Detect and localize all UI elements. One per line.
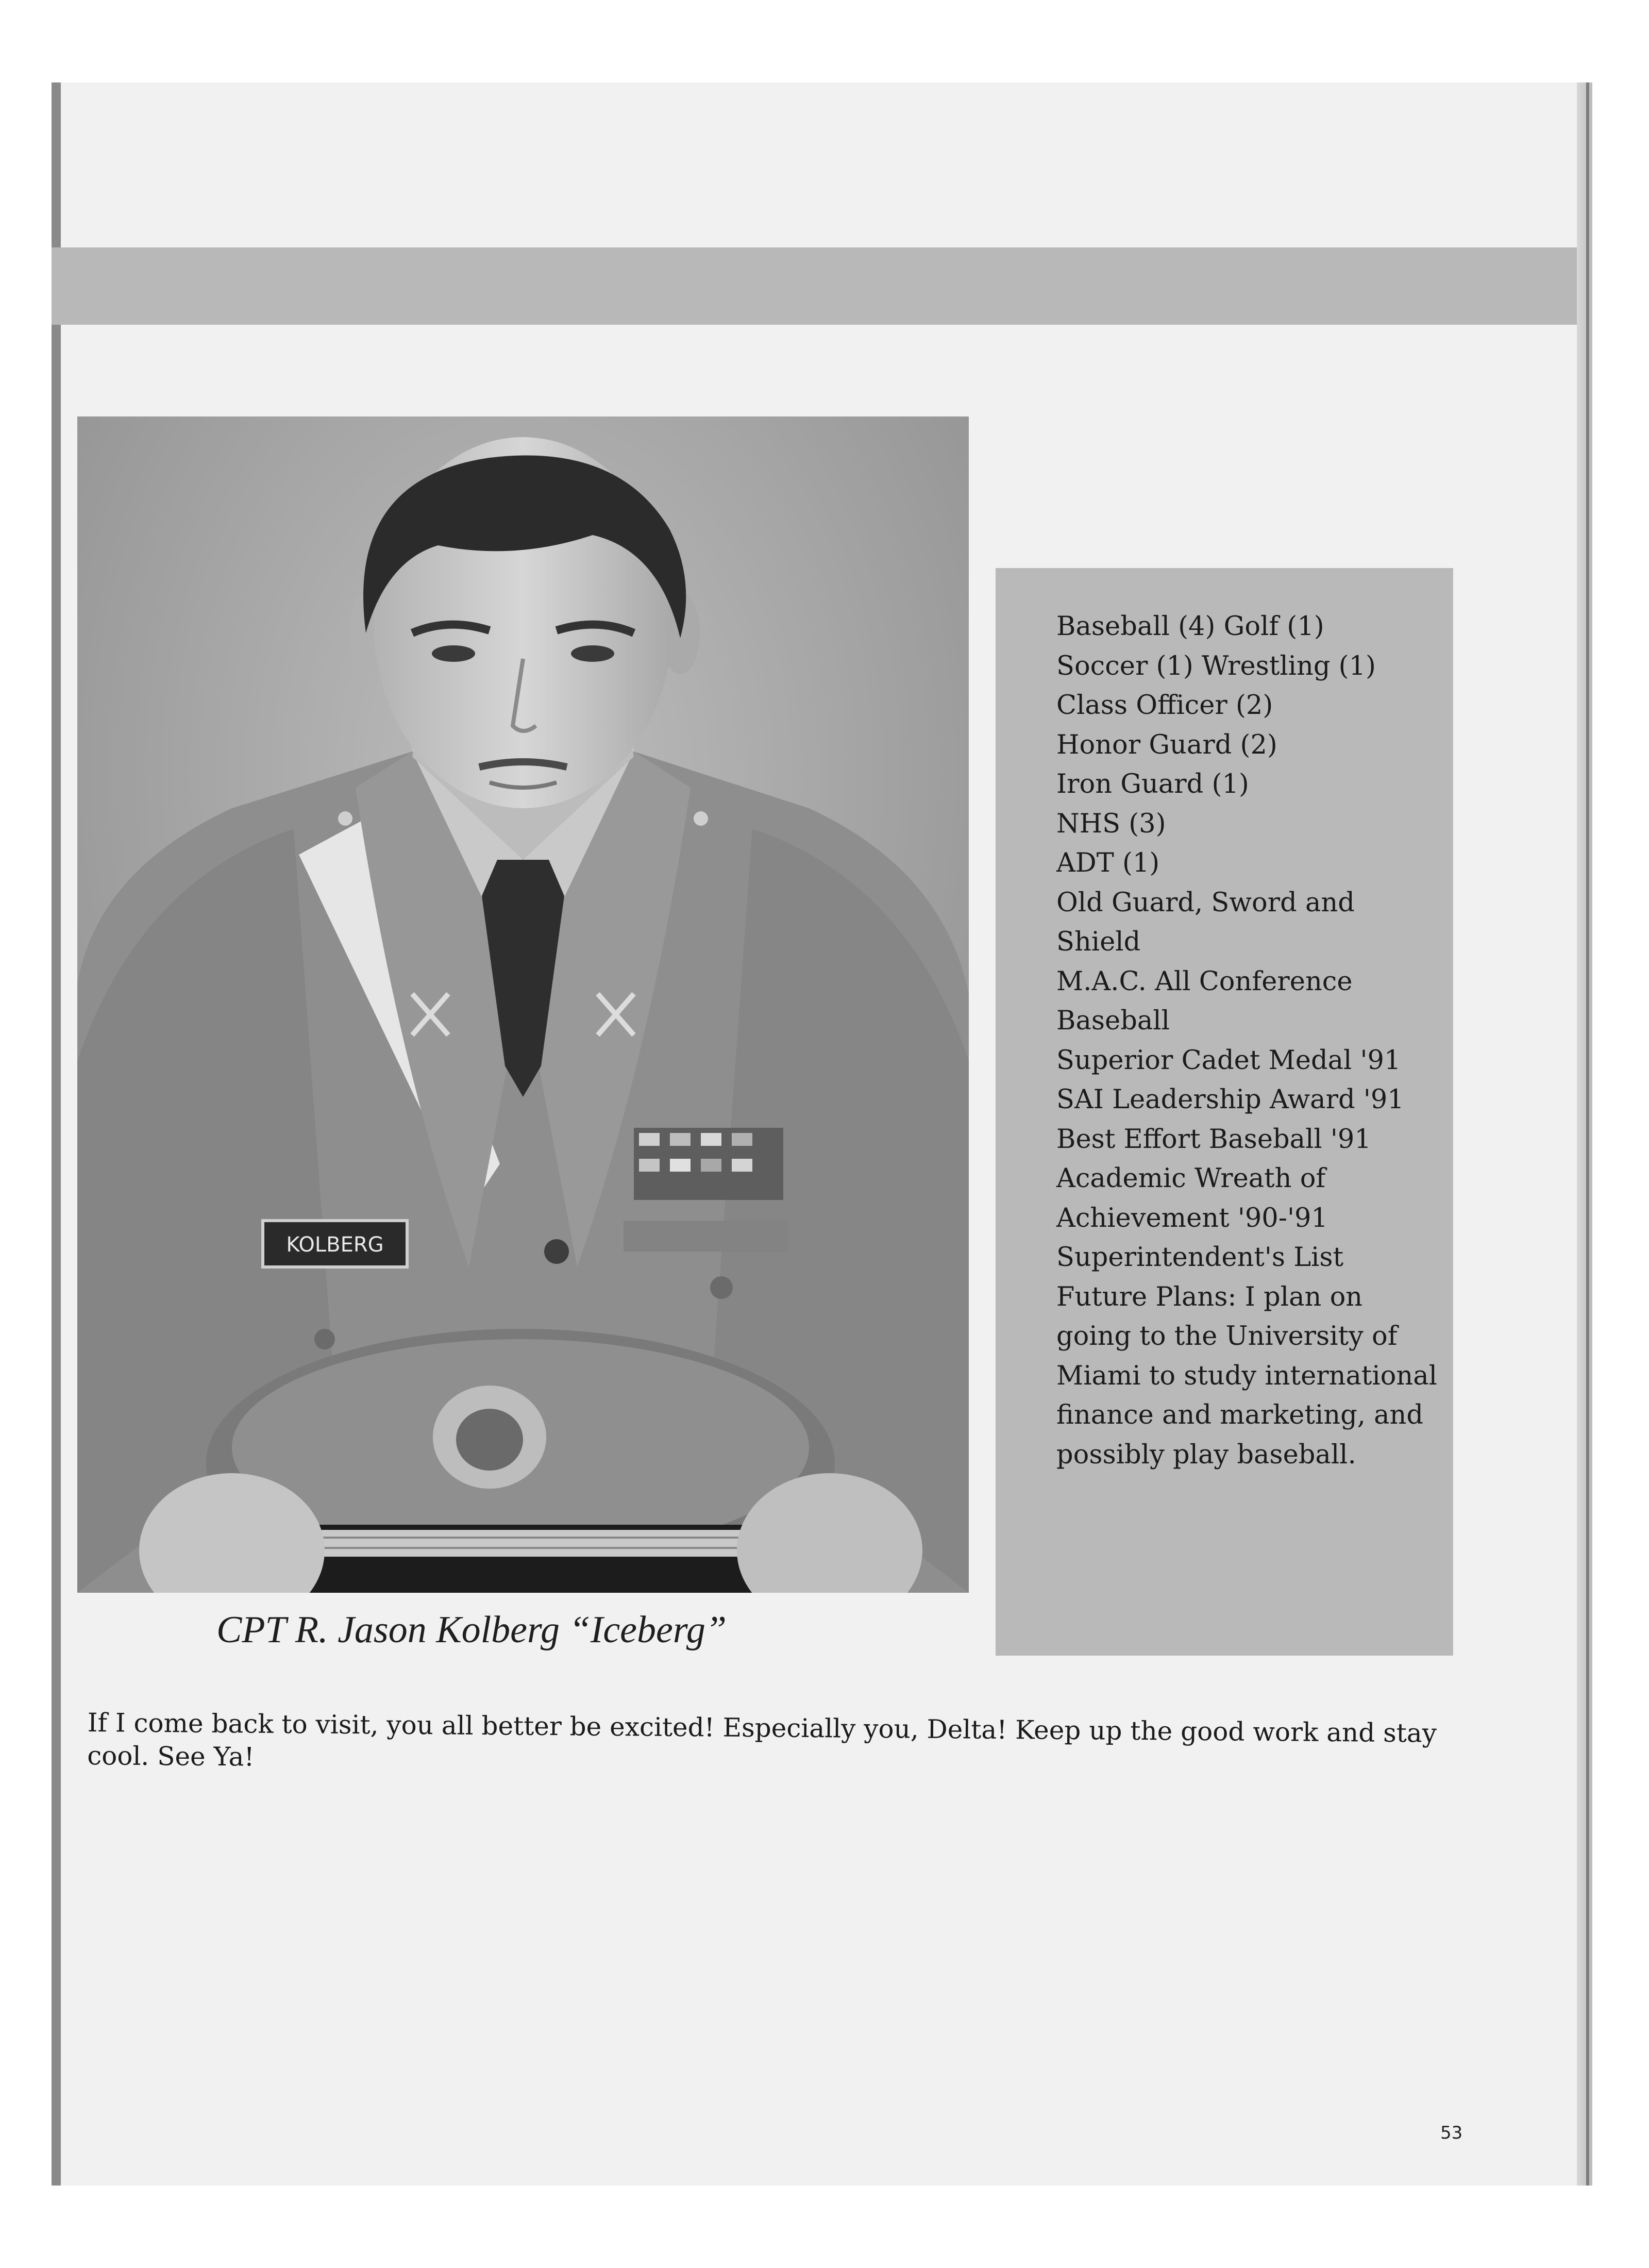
page-number: 53 <box>1440 2123 1463 2143</box>
activities-box <box>996 568 1453 1656</box>
activity-line: possibly play baseball. <box>1056 1439 1356 1470</box>
activity-line: M.A.C. All Conference <box>1056 966 1353 997</box>
activity-line: Class Officer (2) <box>1056 690 1273 721</box>
activity-line: Academic Wreath of <box>1056 1163 1326 1194</box>
scan-left-edge <box>52 82 61 2186</box>
activity-line: Baseball <box>1056 1006 1170 1036</box>
activity-line: Best Effort Baseball '91 <box>1056 1124 1371 1155</box>
activity-line: finance and marketing, and <box>1056 1400 1424 1430</box>
scan-binding-shadow <box>1586 82 1589 2186</box>
activity-line: Achievement '90-'91 <box>1056 1203 1328 1233</box>
activity-line: Soccer (1) Wrestling (1) <box>1056 651 1376 681</box>
cadet-portrait-photo <box>77 416 969 1593</box>
senior-message: If I come back to visit, you all better be excited! Especially you, Delta! Keep up the good work and stay cool. See Ya! <box>87 1708 1437 1772</box>
activity-line: Old Guard, Sword and <box>1056 887 1355 918</box>
activity-line: Miami to study international <box>1056 1360 1437 1391</box>
activity-line: Future Plans: I plan on <box>1056 1281 1363 1312</box>
activity-line: going to the University of <box>1056 1321 1398 1352</box>
activity-line: Superior Cadet Medal '91 <box>1056 1045 1401 1076</box>
activity-line: Baseball (4) Golf (1) <box>1056 611 1324 642</box>
header-band <box>52 247 1577 325</box>
cadet-name-caption: CPT R. Jason Kolberg “Iceberg” <box>216 1609 727 1651</box>
activity-line: Shield <box>1056 927 1141 957</box>
activity-line: SAI Leadership Award '91 <box>1056 1085 1404 1115</box>
activity-line: NHS (3) <box>1056 808 1166 839</box>
activity-line: Superintendent's List <box>1056 1242 1344 1273</box>
activity-line: Iron Guard (1) <box>1056 769 1249 799</box>
activity-line: Honor Guard (2) <box>1056 729 1277 760</box>
name-tag-text: KOLBERG <box>286 1233 384 1257</box>
activity-line: ADT (1) <box>1056 848 1160 878</box>
scan-right-edge <box>1577 82 1592 2186</box>
